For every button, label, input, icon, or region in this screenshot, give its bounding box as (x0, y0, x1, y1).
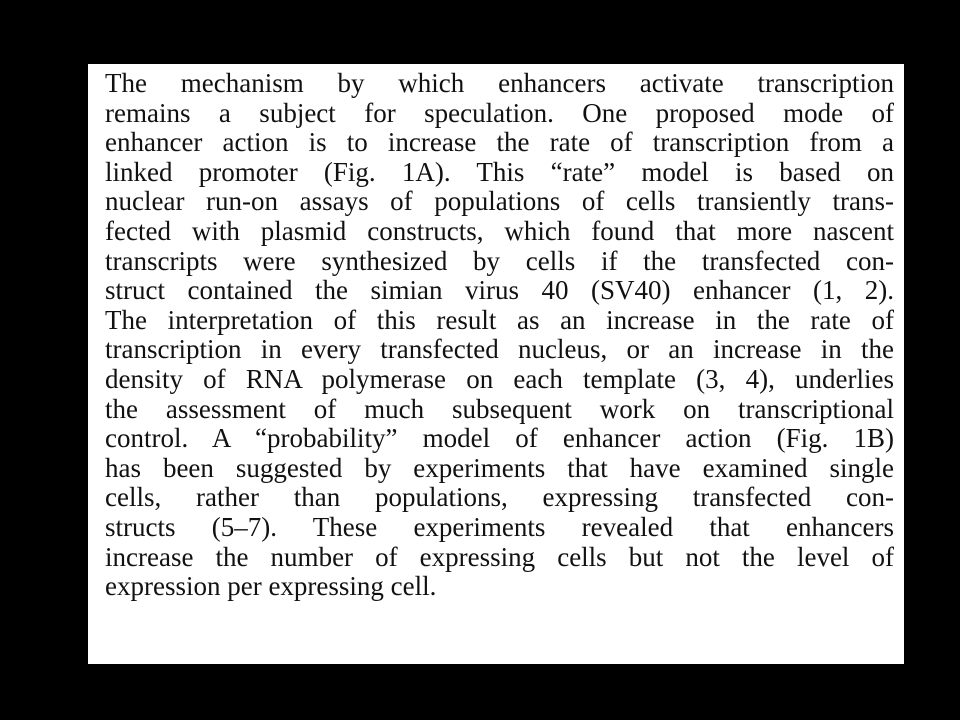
paragraph-line: The interpretation of this result as an increase in the rate of (105, 304, 894, 335)
paragraph-line: linked promoter (Fig. 1A). This “rate” model is based on (105, 156, 894, 187)
paragraph-line: has been suggested by experiments that have examined single (105, 452, 894, 483)
paragraph-line: The mechanism by which enhancers activate transcription (105, 68, 894, 98)
paragraph-line: transcripts were synthesized by cells if the transfected con- (105, 245, 894, 276)
text-excerpt-panel (88, 64, 904, 664)
paragraph-line: structs (5–7). These experiments revealed that enhancers (105, 511, 894, 542)
paragraph-line: fected with plasmid constructs, which found that more nascent (105, 215, 894, 246)
paragraph-line: struct contained the simian virus 40 (SV40) enhancer (1, 2). (105, 275, 894, 306)
paragraph-line: remains a subject for speculation. One proposed mode of (105, 97, 894, 128)
paragraph-line: increase the number of expressing cells but not the level of (105, 541, 894, 572)
paragraph-line: expression per expressing cell. (105, 571, 437, 602)
paragraph-line: control. A “probability” model of enhancer action (Fig. 1B) (105, 423, 894, 454)
paragraph-line: the assessment of much subsequent work on transcriptional (105, 393, 894, 424)
paragraph-line: enhancer action is to increase the rate of transcription from a (105, 127, 894, 158)
paragraph-line: density of RNA polymerase on each template (3, 4), underlies (105, 363, 894, 394)
paragraph-line: cells, rather than populations, expressing transfected con- (105, 482, 894, 513)
paragraph-line: nuclear run-on assays of populations of cells transiently trans- (105, 186, 894, 217)
paragraph-line: transcription in every transfected nucleus, or an increase in the (105, 334, 894, 365)
